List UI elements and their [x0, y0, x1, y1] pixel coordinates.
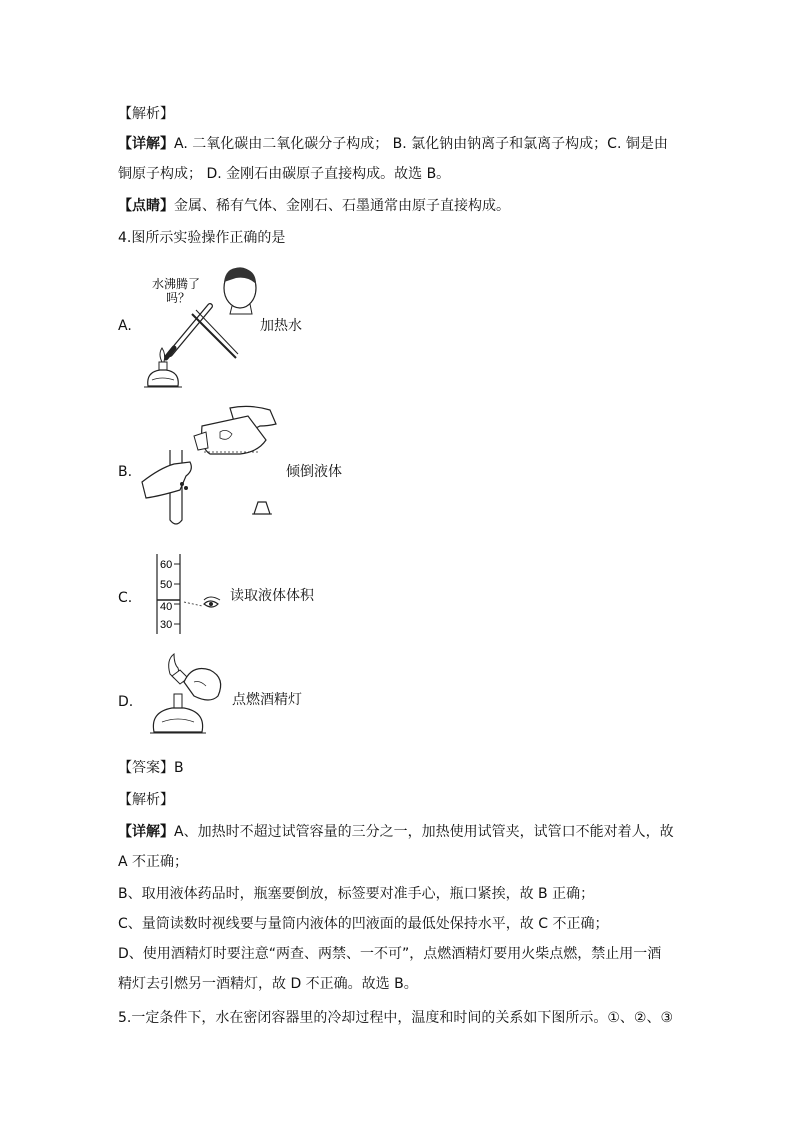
tip-tag: 【点睛】: [118, 198, 174, 214]
option-c-caption: 读取液体体积: [230, 588, 314, 604]
option-d-figure: [144, 650, 234, 738]
q3-detail-line-2: 铜原子构成； D. 金刚石由碳原子直接构成。故选 B。: [118, 166, 451, 182]
option-a-figure: [140, 262, 270, 396]
tube-holder-icon: [192, 314, 236, 358]
option-b-figure: [140, 404, 280, 530]
q3-detail-line-1: [118, 134, 668, 154]
detail-tag: 【详解】: [118, 824, 174, 840]
detail-text: A、加热时不超过试管容量的三分之一，加热使用试管夹，试管口不能对着人，故: [174, 824, 674, 840]
option-c-figure: [150, 552, 230, 638]
q4-detail-line-5: D、使用酒精灯时要注意“两查、两禁、一不可”，点燃酒精灯要用火柴点燃，禁止用一酒: [118, 946, 662, 962]
cylinder-tick-40: 40: [160, 601, 173, 613]
option-c-letter: C.: [118, 590, 133, 606]
detail-tag: 【详解】: [118, 136, 174, 152]
option-b-caption: 倾倒液体: [286, 464, 342, 480]
q4-answer: 【答案】B: [118, 760, 184, 776]
cylinder-tick-60: 60: [160, 559, 173, 571]
q5-stem: 5.一定条件下，水在密闭容器里的冷却过程中，温度和时间的关系如下图所示。①、②、③: [118, 1010, 674, 1026]
q3-tip: [118, 196, 510, 216]
q4-detail-line-4: C、量筒读数时视线要与量筒内液体的凹液面的最低处保持水平，故 C 不正确；: [118, 916, 609, 932]
q4-stem: 4.图所示实验操作正确的是: [118, 230, 286, 246]
q4-analysis-heading: 【解析】: [118, 792, 174, 808]
eye-icon: [184, 597, 220, 607]
hand-icon: [142, 462, 191, 498]
person-icon: [224, 268, 256, 314]
hand-with-bottle-icon: [194, 406, 276, 454]
bottle-stopper-icon: [252, 502, 272, 514]
tip-text: 金属、稀有气体、金刚石、石墨通常由原子直接构成。: [174, 198, 510, 214]
q4-detail-line-1: [118, 822, 674, 842]
cylinder-tick-30: 30: [160, 619, 173, 631]
q4-detail-line-3: B、取用液体药品时，瓶塞要倒放，标签要对准手心，瓶口紧挨，故 B 正确；: [118, 886, 595, 902]
q3-analysis-heading: 【解析】: [118, 106, 174, 122]
alcohol-lamp-icon: [150, 694, 206, 733]
q4-detail-line-2: A 不正确；: [118, 854, 189, 870]
option-a-letter: A.: [118, 318, 132, 334]
option-d-caption: 点燃酒精灯: [232, 692, 302, 708]
option-a-caption: 加热水: [260, 318, 302, 334]
option-d-letter: D.: [118, 694, 134, 710]
speech-bubble-text: 水沸腾了: [152, 277, 201, 291]
detail-text: A. 二氧化碳由二氧化碳分子构成； B. 氯化钠由钠离子和氯离子构成；C. 铜是由: [174, 136, 668, 152]
option-b-letter: B.: [118, 464, 133, 480]
test-tube-icon: [166, 306, 210, 358]
speech-bubble-text-2: 吗？: [166, 291, 191, 305]
alcohol-lamp-icon: [144, 348, 182, 387]
alcohol-lamp-icon: [169, 654, 221, 700]
q4-detail-line-6: 精灯去引燃另一酒精灯，故 D 不正确。故选 B。: [118, 976, 418, 992]
cylinder-tick-50: 50: [160, 579, 173, 591]
